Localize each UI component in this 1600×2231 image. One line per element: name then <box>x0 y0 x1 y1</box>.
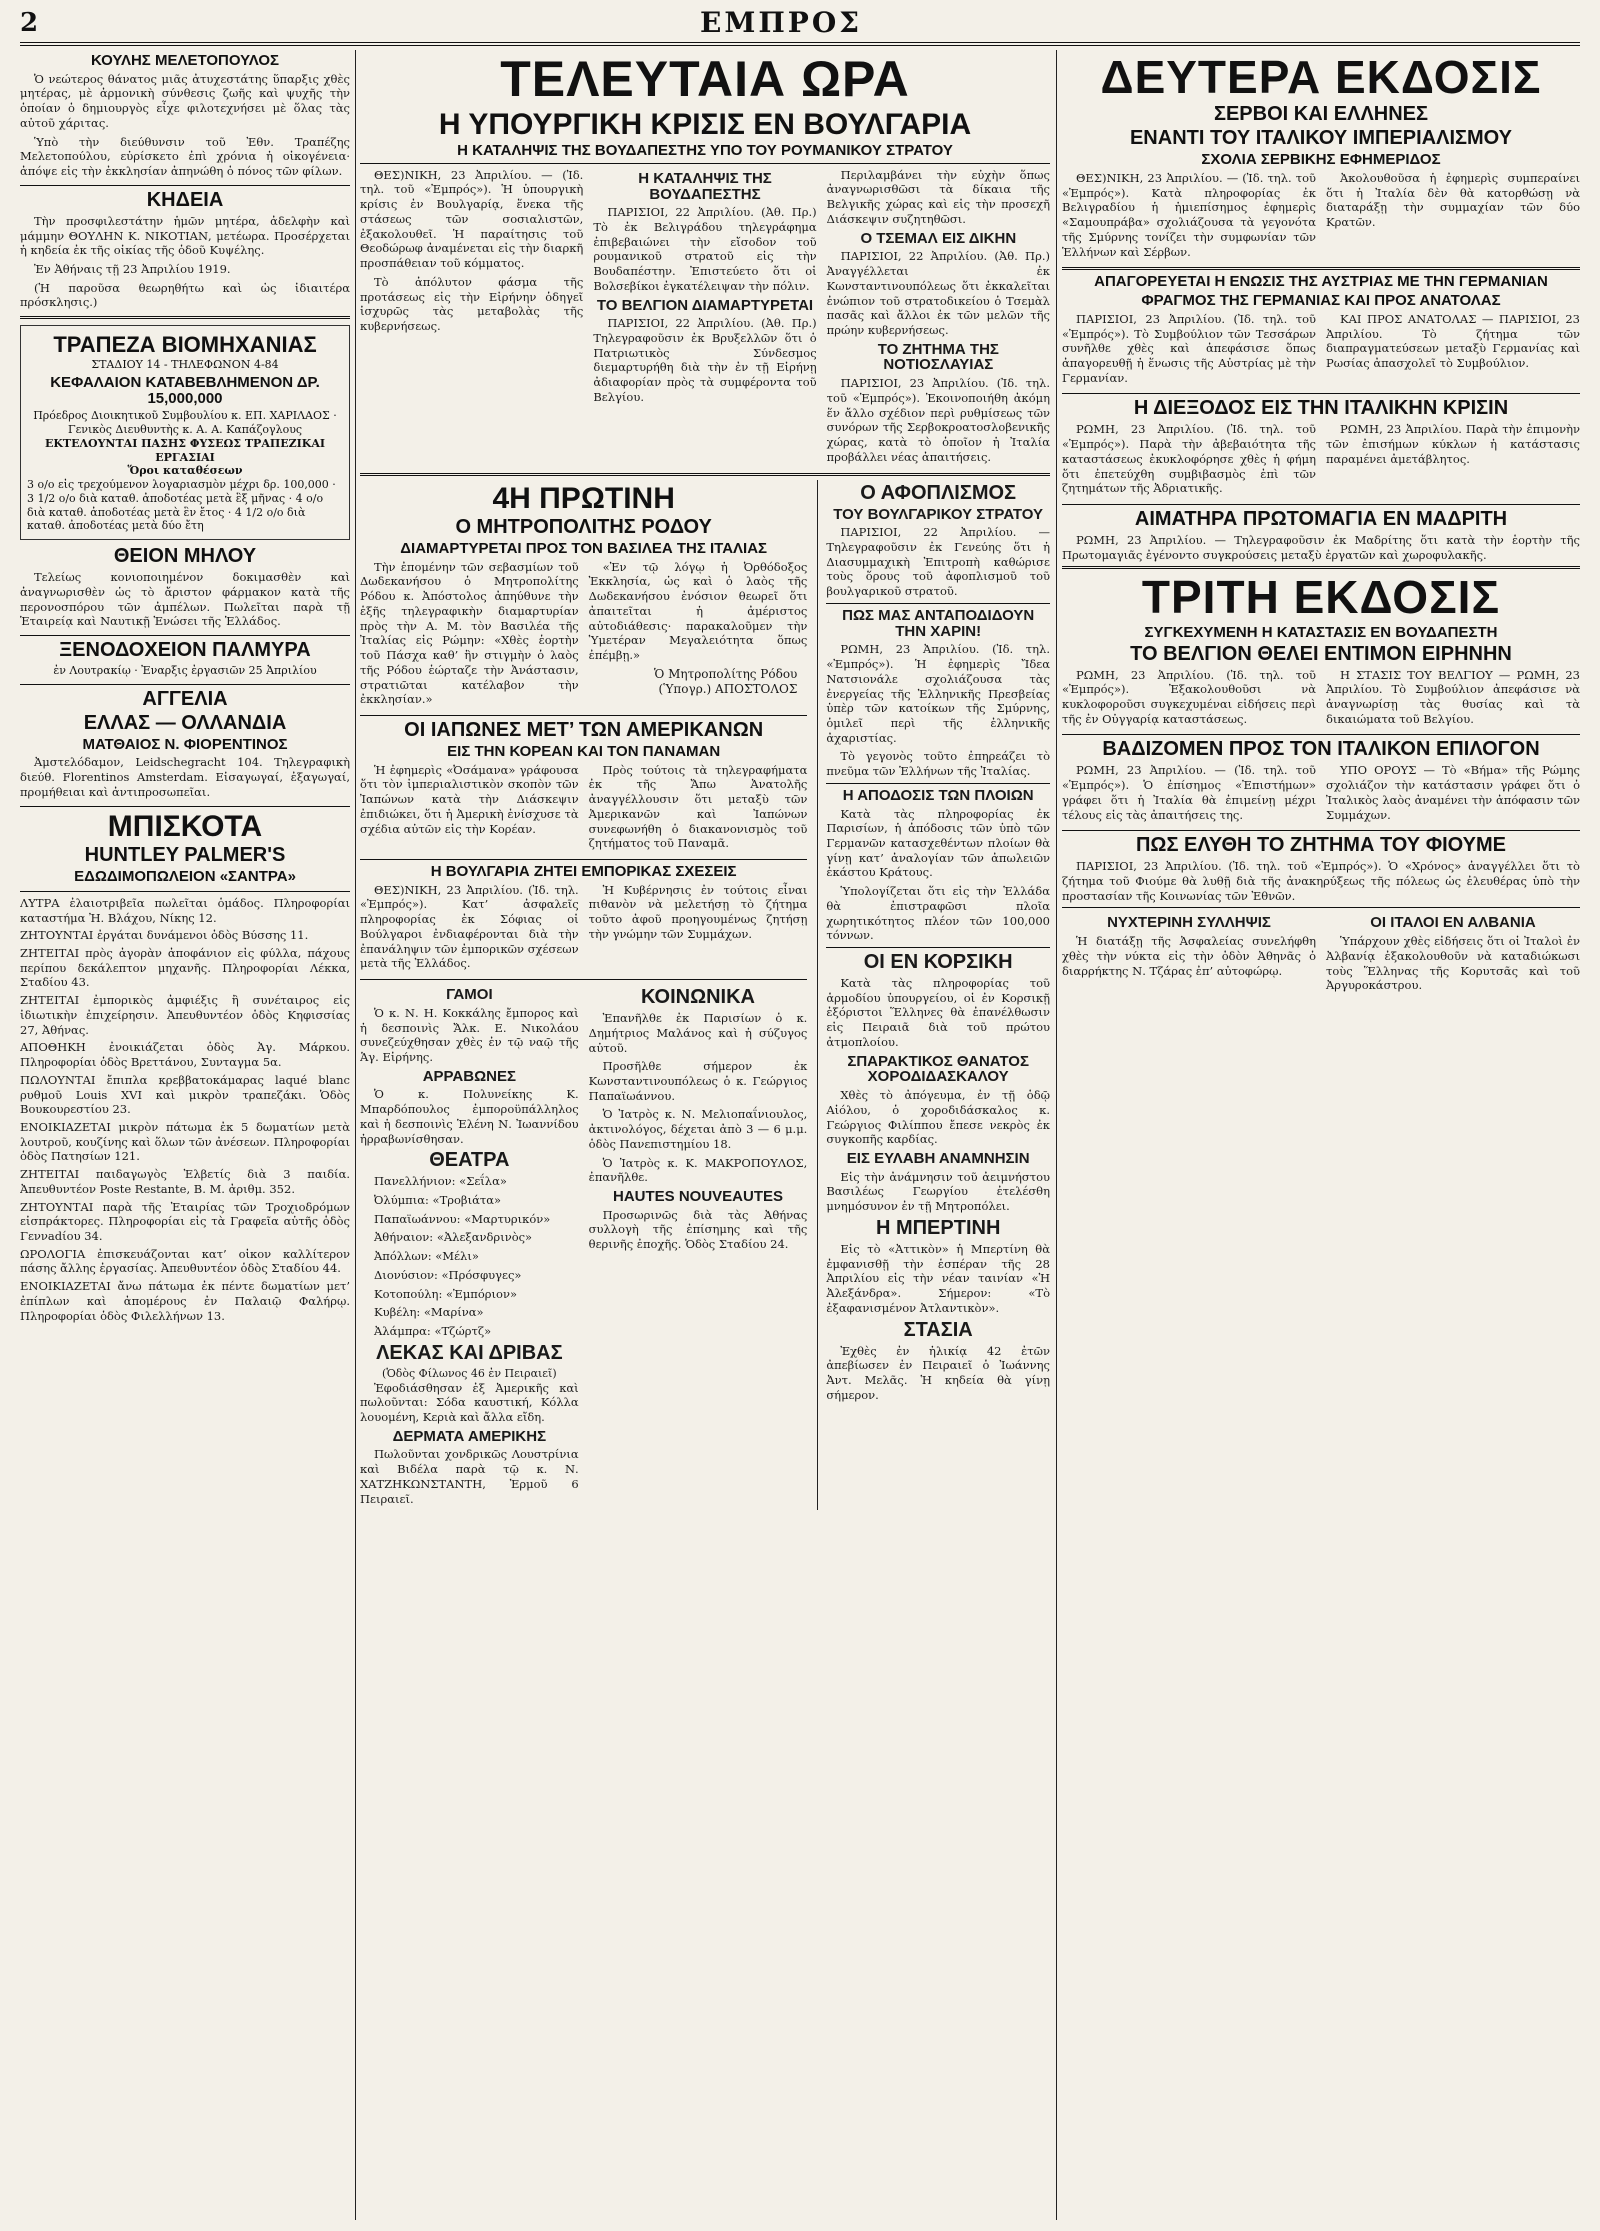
dance-teacher-death-title: ΣΠΑΡΑΚΤΙΚΟΣ ΘΑΝΑΤΟΣ ΧΟΡΟΔΙΔΑΣΚΑΛΟΥ <box>847 1052 1029 1086</box>
theatres-title: ΘΕΑΤΡΑ <box>429 1149 510 1172</box>
column-left <box>20 50 350 2220</box>
trial-title: Ο ΤΣΕΜΑΛ ΕΙΣ ΔΙΚΗΝ <box>860 229 1017 247</box>
bertini-paragraph: Εἰς τὸ «Ἀττικὸν» ἡ Μπερτίνη θὰ ἐμφανισθῇ τὴν ἑσπέραν τῆς 28 Ἀπριλίου εἰς τὴν νέαν ταινίαν «Ἡ Ἀλεξάνδρα». Σήμερον: «Τὸ ἐξαφανισμένον Ἀτλαντικὸν». <box>826 1241 1050 1315</box>
theatre-item: Ἀπόλλων: «Μέλι» <box>374 1249 479 1264</box>
social-item: Ὁ Ἰατρὸς κ. Κ. ΜΑΚΡΟΠΟΥΛΟΣ, ἐπανῆλθε. <box>588 1155 808 1185</box>
lekas-title: ΛΕΚΑΣ ΚΑΙ ΔΡΙΒΑΣ <box>376 1341 563 1364</box>
rhodes-paragraph: Τὴν ἐπομένην τῶν σεβασμίων τοῦ Δωδεκανήσου ὁ Μητροπολίτης Ρόδου κ. Ἀπόστολος ἀπηύθυνε τὴν ἑξῆς τηλεγραφικὴν διαμαρτυρίαν πρὸς τὴν Α. Μ. τὸν Βασιλέα τῆς Ἰταλίας εἰς Ρώμην: «Χθὲς ἑορτὴν τοῦ Πάσχα καθ’ ἣν στιγμὴν ὁ λαὸς τῆς Ρόδου ἑώρταζε τὴν Ἀνάστασιν, στρατιῶται κατέλαβον τὴν ἐκκλησίαν.» <box>360 559 579 707</box>
funeral-paragraph: (Ἡ παροῦσα θεωρηθήτω καὶ ὡς ἰδιαιτέρα πρόσκλησις.) <box>20 280 350 310</box>
funeral-title: ΚΗΔΕΙΑ <box>146 188 224 211</box>
stasia-title: ΣΤΑΣΙΑ <box>903 1318 973 1341</box>
classified-item: ΖΗΤΕΙΤΑΙ πρὸς ἀγορὰν ἀποφάνιον εἰς φύλλα, πάχους περίπου δεκάλεπτον μηχανῆς. Πληροφορίαι Λέκκα, Σταδίου 43. <box>20 946 350 990</box>
yugoslavia-title: ΤΟ ΖΗΤΗΜΑ ΤΗΣ ΝΟΤΙΟΣΛΑΥΙΑΣ <box>877 340 999 374</box>
fiume-paragraph: ΠΑΡΙΣΙΟΙ, 23 Ἀπριλίου. (Ἰδ. τηλ. τοῦ «Ἐμπρός»). Ὁ «Χρόνος» ἀναγγέλλει ὅτι τὸ ζήτημα τοῦ Φιούμε θὰ λυθῇ διὰ τῆς ἀνακηρύξεως τῆς πόλεως ὡς ἐλευθέρας ὑπὸ τὴν προστασίαν τῆς Κοινωνίας τῶν Ἐθνῶν. <box>1062 859 1580 903</box>
column-divider <box>355 50 356 2220</box>
belgium-paragraph: ΡΩΜΗ, 23 Ἀπριλίου. (Ἰδ. τηλ. τοῦ «Ἐμπρός»). Ἐξακολουθοῦσι νὰ κυκλοφοροῦσι συγκεχυμέναι εἰδήσεις περὶ τῆς ἐν Οὐγγαρίᾳ καταστάσεως. <box>1062 667 1316 726</box>
classified-item: ΖΗΤΕΙΤΑΙ παιδαγωγὸς Ἑλβετίς διὰ 3 παιδία. Ἀπευθυντέον Poste Restante, Β. Μ. ἀριθμ. 352. <box>20 1167 350 1196</box>
obituary <box>20 53 350 179</box>
smyrna-paragraph: Τὸ γεγονὸς τοῦτο ἐπηρεάζει τὸ πνεῦμα τῶν Ἑλλήνων τῆς Ἰταλίας. <box>826 749 1050 779</box>
albania-paragraph: Ὑπάρχουν χθὲς εἰδήσεις ὅτι οἱ Ἰταλοὶ ἐν Ἀλβανίᾳ ἐξακολουθοῦν νὰ καταδιώκωσι τοὺς Ἕλληνας τῆς Κορυτσᾶς καὶ τοῦ Ἀργυροκάστρου. <box>1326 934 1580 993</box>
belgium-paragraph: Η ΣΤΑΣΙΣ ΤΟΥ ΒΕΛΓΙΟΥ — ΡΩΜΗ, 23 Ἀπριλίου. Τὸ Συμβούλιον ἀπεφάσισε νὰ ἀναγνωρίσῃ τὰς θυσίας καὶ τὰ δικαιώματα τοῦ Βελγίου. <box>1326 667 1580 726</box>
theatre-item: Ἀθήναιον: «Ἀλεξανδρινὸς» <box>374 1230 533 1245</box>
biscuit-brand: HUNTLEY PALMER'S <box>84 844 286 867</box>
night-arrest-title: ΝΥΧΤΕΡΙΝΗ ΣΥΛΛΗΨΙΣ <box>1107 914 1271 932</box>
serbs-paragraph: ΘΕΣ)ΝΙΚΗ, 23 Ἀπριλίου. — (Ἰδ. τηλ. τοῦ «Ἐμπρός»). Κατὰ πληροφορίας ἐκ Βελιγραδίου ἡ ἡμιεπίσημος ἐφημερὶς «Σαμουπράβα» σχολιάζουσα τὰ γεγονότα τῆς Σμύρνης τονίζει τὴν συμφωνίαν τῶν Ἑλλήνων καὶ Σέρβων. <box>1062 171 1316 259</box>
middle-section <box>360 480 1050 1511</box>
fashion-text: Προσωρινῶς διὰ τὰς Ἀθήνας συλλογὴ τῆς ἐπίσημης καὶ τῆς θερινῆς ἐποχῆς. Ὁδὸς Σταδίου 24. <box>588 1207 808 1252</box>
sulphur-title: ΘΕΙΟΝ ΜΗΛΟΥ <box>113 545 257 568</box>
trade-name: ΜΑΤΘΑΙΟΣ Ν. ΦΙΟΡΕΝΤΙΝΟΣ <box>82 735 288 753</box>
bank-ad <box>20 325 350 540</box>
banner-third-edition: ΤΡΙΤΗ ΕΚΔΟΣΙΣ <box>1141 571 1501 624</box>
bank-note: ΕΚΤΕΛΟΥΝΤΑΙ ΠΑΣΗΣ ΦΥΣΕΩΣ ΤΡΑΠΕΖΙΚΑΙ ΕΡΓΑΣΙΑΙ <box>44 436 326 464</box>
weddings-title: ΓΑΜΟΙ <box>446 986 493 1004</box>
funeral-notice <box>20 190 350 310</box>
bulgaria-paragraph: Ἡ Κυβέρνησις ἐν τούτοις εἶναι πιθανὸν νὰ μελετήσῃ τὸ ζήτημα τοῦτο ἀφοῦ προηγουμένως ζητήσῃ τὴν γνώμην τῶν Συμμάχων. <box>588 882 808 941</box>
classified-item: ΖΗΤΟΥΝΤΑΙ παρὰ τῆς Ἑταιρίας τῶν Τροχιοδρόμων εἰσπράκτορες. Πληροφορίαι εἰς τὰ Γραφεῖα αὐτῆς ὁδὸς Γεννadίου 34. <box>20 1199 350 1243</box>
stasia-paragraph: Ἐχθὲς ἐν ἡλικίᾳ 42 ἐτῶν ἀπεβίωσεν ἐν Πειραιεῖ ὁ Ἰωάννης Ἀντ. Μελᾶς. Ἡ κηδεία θὰ γίνῃ σήμερον. <box>826 1343 1050 1402</box>
theatre-item: Διονύσιον: «Πρόσφυγες» <box>374 1267 522 1282</box>
corsica-paragraph: Κατὰ τὰς πληροφορίας τοῦ ἁρμοδίου ὑπουργείου, οἱ ἐν Κορσικῇ ἐξόριστοι Ἕλληνες θὰ ἐπανέλθωσιν εἰς Πειραιᾶ διὰ τοῦ πρώτου ἀτμοπλοίου. <box>826 976 1050 1049</box>
theatre-item: Ἀλάμπρα: «Τζώρτζ» <box>374 1324 492 1339</box>
classified-item: ΕΝΟΙΚΙΑΖΕΤΑΙ μικρὸν πάτωμα ἐκ 5 δωματίων μετὰ λουτροῦ, κουζίνης καὶ ὅλων τῶν ἀνέσεων. Πληροφορίαι ὁδὸς Πατησίων 121. <box>20 1119 350 1164</box>
italy-crisis-title: Η ΔΙΕΞΟΔΟΣ ΕΙΣ ΤΗΝ ΙΤΑΛΙΚΗΝ ΚΡΙΣΙΝ <box>1133 397 1509 420</box>
austria-paragraph: ΠΑΡΙΣΙΟΙ, 23 Ἀπριλίου. (Ἰδ. τηλ. τοῦ «Ἐμπρός»). Τὸ Συμβούλιον τῶν Τεσσάρων συνῆλθε χθὲς καὶ ἀπεφάσισε ὅπως ἀπαγορευθῇ ἡ ἕνωσις τῆς Αὐστρίας μὲ τὴν Γερμανίαν. <box>1062 311 1316 385</box>
weddings-text: Ὁ κ. Ν. Η. Κοκκάλης ἔμπορος καὶ ἡ δεσποινὶς Ἄλκ. Ε. Νικολάου συνεζεύχθησαν χθὲς ἐν τῷ ναῷ τῆς Ἁγ. Εἰρήνης. <box>360 1005 579 1064</box>
japan-paragraph: Πρὸς τούτοις τὰ τηλεγραφήματα ἐκ τῆς Ἄπω Ἀνατολῆς ἀναγγέλλουσιν ὅτι μεταξὺ τῶν Ἀμερικανῶν καὶ Ἰαπώνων συνεφωνήθη ὁ διακανονισμὸς τοῦ ζητήματος τοῦ Παναμᾶ. <box>588 762 808 851</box>
banner-second-edition: ΔΕΥΤΕΡΑ ΕΚΔΟΣΙΣ <box>1100 51 1542 103</box>
theatre-item: Παπαϊωάννου: «Μαρτυρικόν» <box>374 1211 551 1226</box>
ships-paragraph: Ὑπολογίζεται ὅτι εἰς τὴν Ἑλλάδα θὰ ἐπιστραφῶσι πλοῖα χωρητικότητος πλέον τῶν 100,000 τόννων. <box>826 884 1050 943</box>
fiume-title: ΠΩΣ ΕΛΥΘΗ ΤΟ ΖΗΤΗΜΑ ΤΟΥ ΦΙΟΥΜΕ <box>1135 834 1507 857</box>
engagements-text: Ὁ κ. Πολυνείκης Κ. Μπαρδόπουλος ἐμποροϋπάλληλος καὶ ἡ δεσποινὶς Ἑλένη Ν. Ἰωαννίδου ἠρραβωνίσθησαν. <box>360 1087 579 1146</box>
obituary-paragraph: Ὑπὸ τὴν διεύθυνσιν τοῦ Ἐθν. Τραπέζης Μελετοπούλου, εὐρίσκετο ἐπὶ χρόνια ἡ οἰκογένεια· ἀπόψε εἰς τὴν ἐκκλησίαν ἀπηνώθη ὁ πόνος τῶν φίλων. <box>20 134 350 179</box>
memorial-paragraph: Εἰς τὴν ἀνάμνησιν τοῦ ἀειμνήστου Βασιλέως Γεωργίου ἐτελέσθη μνημόσυνον ἐν τῇ Μητροπόλει. <box>826 1169 1050 1214</box>
theatre-item: Ὀλύμπια: «Τροβιάτα» <box>374 1193 502 1208</box>
trade-text: Ἀμστελόδαμον, Leidschegracht 104. Τηλεγραφικὴ διεύθ. Florentinos Amsterdam. Εἰσαγωγαί, ἐξαγωγαί, προμήθειαι καὶ ἀντιπροσωπεῖαι. <box>20 755 350 799</box>
trade-title: ΑΓΓΕΛΙΑ <box>142 687 228 710</box>
biscuit-ad <box>20 811 350 885</box>
trade-ad <box>20 689 350 800</box>
lekas-address: (Ὁδὸς Φίλωνος 46 ἐν Πειραιεῖ) <box>382 1366 557 1380</box>
leather-text: Πωλοῦνται χονδρικῶς Λουστρίνια καὶ Βιδέλα παρὰ τῷ κ. Ν. ΧΑΤΖΗΚΩΝΣΤΑΝΤΗ, Ἑρμοῦ 6 Πειραιεῖ. <box>360 1447 579 1506</box>
engagements-title: ΑΡΡΑΒΩΝΕΣ <box>422 1067 516 1085</box>
belgium-paragraph: ΠΑΡΙΣΙΟΙ, 22 Ἀπριλίου. (Ἀθ. Πρ.) Τηλεγραφοῦσιν ἐκ Βρυξελλῶν ὅτι ὁ Πατριωτικὸς Σύνδεσμος διεμαρτυρήθη διὰ τὴν ἐν τῇ Εἰρήνῃ ἀδιαφορίαν πρὸς τὰ συμφέροντα τοῦ Βελγίου. <box>593 316 817 404</box>
top-stories <box>360 168 1050 469</box>
epilogue-title: ΒΑΔΙΖΟΜΕΝ ΠΡΟΣ ΤΟΝ ΙΤΑΛΙΚΟΝ ΕΠΙΛΟΓΟΝ <box>1102 738 1540 761</box>
budapest-confusion-title: ΣΥΓΚΕΧΥΜΕΝΗ Η ΚΑΤΑΣΤΑΣΙΣ ΕΝ ΒΟΥΔΑΠΕΣΤΗ <box>1144 623 1498 641</box>
austria-subtitle: ΦΡΑΓΜΟΣ ΤΗΣ ΓΕΡΜΑΝΙΑΣ ΚΑΙ ΠΡΟΣ ΑΝΑΤΟΛΑΣ <box>1141 292 1501 310</box>
classified-item: ΖΗΤΟΥΝΤΑΙ ἐργάται δυνάμενοι ὁδὸς Βύσσης 11. <box>20 928 309 943</box>
theatre-item: Πανελλήνιον: «Σεΐλα» <box>374 1174 507 1189</box>
theatre-item: Κυβέλη: «Μαρίνα» <box>374 1305 484 1320</box>
biscuit-title: ΜΠΙΣΚΟΤΑ <box>107 809 263 843</box>
japan-paragraph: Ἡ ἐφημερὶς «Ὀσάμανα» γράφουσα ὅτι τὸν ἰμπεριαλιστικὸν σκοπὸν τῶν Ἰαπώνων κατὰ τὴν Διάσκεψιν ἐπιδιώκει, ὅτι ἡ Ἀμερικὴ ἐνίσχυσε τὰ σχέδια αὐτῶν εἰς τὴν Κορέαν. <box>360 762 579 836</box>
headline-crisis: Η ΥΠΟΥΡΓΙΚΗ ΚΡΙΣΙΣ ΕΝ ΒΟΥΛΓΑΡΙΑ <box>438 107 972 141</box>
madrid-paragraph: ΡΩΜΗ, 23 Ἀπριλίου. — Τηλεγραφοῦσιν ἐκ Μαδρίτης ὅτι κατὰ τὴν ἑορτὴν τῆς Πρωτομαγιᾶς ἐγένοντο συγκρούσεις μεταξὺ ἐργατῶν καὶ χωροφυλακῆς. <box>1062 533 1580 562</box>
middle-paragraph: Περιλαμβάνει τὴν εὐχὴν ὅπως ἀναγνωρισθῶσι τὰ δίκαια τῆς Βελγικῆς χώρας καὶ εἰς τὴν προσεχῆ Διάσκεψιν συζητηθῶσι. <box>826 167 1050 226</box>
social-title: ΚΟΙΝΩΝΙΚΑ <box>641 986 756 1009</box>
rhodes-title: Ο ΜΗΤΡΟΠΟΛΙΤΗΣ ΡΟΔΟΥ <box>455 516 712 538</box>
banner-morning: 4Η ΠΡΩΤΙΝΗ <box>492 481 675 515</box>
bank-officers: Πρόεδρος Διοικητικοῦ Συμβουλίου κ. ΕΠ. ΧΑΡΙΛΑΟΣ · Γενικὸς Διευθυντὴς κ. Α. Α. Καπάζογλους <box>33 409 337 437</box>
social-item: Ὁ Ἰατρὸς κ. Ν. Μελιοπαΐνιουλος, ἀκτινολόγος, δέχεται ἀπὸ 3 — 6 μ.μ. ὁδὸς Πανεπιστημίου 18. <box>588 1107 808 1151</box>
fashion-title: HAUTES NOUVEAUTES <box>612 1187 784 1205</box>
classified-item: ΠΩΛΟΥΝΤΑΙ ἔπιπλα κρεββατοκάμαρας laqué blanc ρυθμοῦ Louis XVI καὶ μικρὸν τραπεζάκι. Ὁδὸς Βουκουρεστίου 23. <box>20 1072 350 1117</box>
leather-title: ΔΕΡΜΑΤΑ ΑΜΕΡΙΚΗΣ <box>392 1427 547 1445</box>
serbs-paragraph: Ἀκολουθοῦσα ἡ ἐφημερὶς συμπεραίνει ὅτι ἡ Ἰταλία δὲν θὰ κατορθώσῃ νὰ διαταράξῃ τὴν συμμαχίαν τῶν δύο Κρατῶν. <box>1326 171 1580 230</box>
belgium-peace-title: ΤΟ ΒΕΛΓΙΟΝ ΘΕΛΕΙ ΕΝΤΙΜΟΝ ΕΙΡΗΝΗΝ <box>1130 642 1512 665</box>
corsica-title: ΟΙ ΕΝ ΚΟΡΣΙΚΗ <box>863 951 1013 974</box>
classified-item: ΛΥΤΡΑ ἐλαιοτριβεῖα πωλεῖται ὁμάδος. Πληροφορίαι καταστήμα Ἠ. Βλάχου, Νίκης 12. <box>20 895 350 925</box>
column-center <box>360 50 1050 2220</box>
disarmament-title: Ο ΑΦΟΠΛΙΣΜΟΣ <box>860 481 1017 504</box>
bank-title: ΤΡΑΠΕΖΑ ΒΙΟΜΗΧΑΝΙΑΣ <box>53 332 317 358</box>
funeral-paragraph: Ἐν Ἀθήναις τῇ 23 Ἀπριλίου 1919. <box>34 261 231 276</box>
hotel-ad <box>20 640 350 678</box>
masthead <box>20 6 1580 46</box>
hotel-text: ἐν Λουτρακίῳ · Ἐναρξις ἐργασιῶν 25 Ἀπριλίου <box>53 663 317 677</box>
page-number: 2 <box>20 8 39 38</box>
lekas-text: Ἐφοδιάσθησαν ἐξ Ἀμερικῆς καὶ πωλοῦνται: Σόδα καυστική, Κόλλα λουομένη, Κεριὰ καὶ ἄλλα εἴδη. <box>360 1380 579 1424</box>
trial-paragraph: ΠΑΡΙΣΙΟΙ, 22 Ἀπριλίου. (Ἀθ. Πρ.) Ἀναγγέλλεται ἐκ Κωνσταντινουπόλεως ὅτι ἐκκαλεῖται ἐνώπιον τοῦ στρατοδικείου ὁ Τσεμὰλ πασᾶς καὶ ἄλλοι ἐκ τῶν μελῶν τῆς πρώην κυβερνήσεως. <box>826 249 1050 337</box>
column-right <box>1062 50 1580 2220</box>
social-item: Ἐπανῆλθε ἐκ Παρισίων ὁ κ. Δημήτριος Μαλάνος καὶ ἡ σύζυγος αὐτοῦ. <box>588 1011 808 1055</box>
rhodes-subtitle: ΔΙΑΜΑΡΤΥΡΕΤΑΙ ΠΡΟΣ ΤΟΝ ΒΑΣΙΛΕΑ ΤΗΣ ΙΤΑΛΙΑΣ <box>400 540 768 557</box>
budapest-paragraph: ΠΑΡΙΣΙΟΙ, 22 Ἀπριλίου. (Ἀθ. Πρ.) Τὸ ἐκ Βελιγράδου τηλεγράφημα ἐπιβεβαιώνει τὴν εἴσοδον τοῦ ρουμανικοῦ στρατοῦ εἰς τὴν Βουδαπέστην. Ἐπιστεύετο ὅτι οἱ Βολσεβίκοι ἐγκατέλειψαν τὴν πόλιν. <box>593 205 817 293</box>
yugoslavia-paragraph: ΠΑΡΙΣΙΟΙ, 23 Ἀπριλίου. (Ἰδ. τηλ. τοῦ «Ἐμπρός»). Ἐκοινοποιήθη ἀκόμη ἕν ἄλλο σχέδιον περὶ ρυθμίσεως τῶν συνόρων τῆς Σερβοκροατοσλοβενικῆς χώρας, κατὰ τὸ ὁποῖον ἡ Ἰταλία προβάλλει νέας ἀπαιτήσεις. <box>826 376 1050 464</box>
ships-title: Η ΑΠΟΔΟΣΙΣ ΤΩΝ ΠΛΟΙΩΝ <box>842 786 1034 804</box>
smyrna-paragraph: ΡΩΜΗ, 23 Ἀπριλίου. (Ἰδ. τηλ. «Ἐμπρός»). Ἡ ἐφημερὶς Ἴδεα Νατσιονάλε σχολιάζουσα τὰς ἐνεργείας τῆς Ἑλληνικῆς Πρεσβείας ὑπὲρ τῶν κατοίκων τῆς Σμύρνης, ὁμιλεῖ περὶ τῆς ἐλληνικῆς ἀχαριστίας. <box>826 642 1050 745</box>
classified-item: ΖΗΤΕΙΤΑΙ ἐμπορικὸς ἀμφιέξις ἢ συνέταιρος εἰς ἰδιωτικὴν ἐπιχείρησιν. Ἀπευθυντέον ὁδὸς Κηφισσίας 27, Ἀθήνας. <box>20 993 350 1037</box>
austria-title: ΑΠΑΓΟΡΕΥΕΤΑΙ Η ΕΝΩΣΙΣ ΤΗΣ ΑΥΣΤΡΙΑΣ ΜΕ ΤΗΝ ΓΕΡΜΑΝΙΑΝ <box>1094 273 1548 291</box>
bank-address: ΣΤΑΔΙΟΥ 14 - ΤΗΛΕΦΩΝΟΝ 4-84 <box>91 358 279 372</box>
classified-item: ΩΡΟΛΟΓΙΑ ἐπισκευάζονται κατ’ οἰκον καλλίτερον πάσης ἄλλης ἐργασίας. Ἀπευθυντέον ὁδὸς Σταδίου 44. <box>20 1246 350 1276</box>
biscuit-shop: ΕΔΩΔΙΜΟΠΩΛΕΙΟΝ «ΣΑΝΤΡΑ» <box>74 868 296 886</box>
albania-title: ΟΙ ΙΤΑΛΟΙ ΕΝ ΑΛΒΑΝΙΑ <box>1370 914 1536 932</box>
paper-name: ΕΜΠΡΟΣ <box>700 6 863 39</box>
sulphur-ad <box>20 546 350 629</box>
obituary-paragraph: Ὁ νεώτερος θάνατος μιᾶς ἀτυχεστάτης ὕπαρξις χθὲς μητέρας, μὲ ἀρμονικὴ σύνθεσις ζωῆς καὶ ψυχῆς τὴν ὁποίαν ὁ δημιουργὸς εἶχε φιλοτεχνήσει μὲ ὅλας τὰς αὐτοῦ χάριτας. <box>20 71 350 130</box>
budapest-title: Η ΚΑΤΑΛΗΨΙΣ ΤΗΣ ΒΟΥΔΑΠΕΣΤΗΣ <box>638 169 772 203</box>
classifieds <box>20 896 350 1323</box>
italy-paragraph: ΡΩΜΗ, 23 Ἀπριλίου. (Ἰδ. τηλ. τοῦ «Ἐμπρός»). Παρὰ τὴν ἀβεβαιότητα τῆς καταστάσεως ἐκυκλοφόρησε χθὲς ἡ φήμη ὅτι ἐπετεύχθη συμβιβασμὸς ἐπὶ τῶν ζητημάτων τῆς Ἀδριατικῆς. <box>1062 422 1316 496</box>
bank-terms: 3 ο/ο εἰς τρεχούμενον λογαριασμὸν μέχρι δρ. 100,000 · 3 1/2 ο/ο διὰ καταθ. ἀποδοτέας μετὰ ἓξ μῆνας · 4 ο/ο διὰ καταθ. ἀποδοτέας μετὰ ἓν ἔτος · 4 1/2 ο/ο διὰ καταθ. ἀποδοτέας μετὰ δύο ἔτη <box>27 478 336 533</box>
bulgaria-paragraph: ΘΕΣ)ΝΙΚΗ, 23 Ἀπριλίου. (Ἰδ. τηλ. «Ἐμπρός»). Κατ’ ἀσφαλεῖς πληροφορίας ἐκ Σόφιας οἱ Βούλγαροι ἐνδιαφέρονται διὰ τὴν ἐπανάληψιν τῶν ἐμπορικῶν σχέσεων μετὰ τῆς Ἑλλάδος. <box>360 882 579 971</box>
austria-paragraph: ΚΑΙ ΠΡΟΣ ΑΝΑΤΟΛΑΣ — ΠΑΡΙΣΙΟΙ, 23 Ἀπριλίου. Τὸ ζήτημα τῶν διαπραγματεύσεων μεταξὺ Γερμανίας καὶ Ρωσίας ἀπασχολεῖ τὸ Συμβούλιον. <box>1326 311 1580 371</box>
smyrna-title: ΠΩΣ ΜΑΣ ΑΝΤΑΠΟΔΙΔΟΥΝ ΤΗΝ ΧΑΡΙΝ! <box>842 606 1035 640</box>
subhead-budapest: Η ΚΑΤΑΛΗΨΙΣ ΤΗΣ ΒΟΥΔΑΠΕΣΤΗΣ ΥΠΟ ΤΟΥ ΡΟΥΜΑΝΙΚΟΥ ΣΤΡΑΤΟΥ <box>457 142 953 159</box>
classified-item: ΕΝΟΙΚΙΑΖΕΤΑΙ ἄνω πάτωμα ἐκ πέντε δωματίων μετ’ ἐπίπλων καὶ ἀπομέρους ἐν Παλαιῷ Φαλήρῳ. Πληροφορίαι ὁδὸς Φιλελλήνων 13. <box>20 1279 350 1323</box>
night-arrest-paragraph: Ἡ διατάξῃ τῆς Ἀσφαλείας συνελήφθη χθὲς τὴν νύκτα εἰς τὴν ὁδὸν Ἀθηνᾶς ὁ διαρρήκτης Ν. Τζάρας ἐπ’ αὐτοφώρῳ. <box>1062 934 1316 978</box>
funeral-paragraph: Τὴν προσφιλεστάτην ἡμῶν μητέρα, ἀδελφὴν καὶ μάμμην ΘΟΥΛΗΝ Κ. ΝΙΚΟΤΙΑΝ, μετέωρα. Προσέρχεται ἡ κηδεία ἐκ τῆς οἰκίας τῆς ὁδοῦ Κυψέλης. <box>20 213 350 258</box>
bertini-title: Η ΜΠΕΡΤΙΝΗ <box>875 1216 1001 1239</box>
bank-terms-title: Ὅροι καταθέσεων <box>127 464 243 478</box>
disarmament-paragraph: ΠΑΡΙΣΙΟΙ, 22 Ἀπριλίου. — Τηλεγραφοῦσιν ἐκ Γενεύης ὅτι ἡ Διασυμμαχικὴ Ἐπιτροπὴ καθώρισε τοὺς ὅρους τοῦ ἀφοπλισμοῦ τοῦ βουλγαρικοῦ στρατοῦ. <box>826 525 1050 599</box>
banner-last-hour: ΤΕΛΕΥΤΑΙΑ ΩΡΑ <box>500 51 910 107</box>
japan-title: ΟΙ ΙΑΠΩΝΕΣ ΜΕΤ’ ΤΩΝ ΑΜΕΡΙΚΑΝΩΝ <box>404 718 764 741</box>
bank-capital: ΚΕΦΑΛΑΙΟΝ ΚΑΤΑΒΕΒΛΗΜΕΝΟΝ ΔΡ. 15,000,000 <box>50 373 320 407</box>
ships-paragraph: Κατὰ τὰς πληροφορίας ἐκ Παρισίων, ἡ ἀπόδοσις τῶν ὑπὸ τῶν Γερμανῶν κατασχεθέντων πλοίων θὰ γίνῃ κατ’ ἀναλογίαν τῶν ἀπωλειῶν ἑκάστου Κράτους. <box>826 806 1050 880</box>
theatre-item: Κοτοπούλη: «Ἐμπόριον» <box>374 1286 518 1301</box>
serbs-subtitle: ΕΝΑΝΤΙ ΤΟΥ ΙΤΑΛΙΚΟΥ ΙΜΠΕΡΙΑΛΙΣΜΟΥ <box>1129 127 1513 150</box>
serbs-title: ΣΕΡΒΟΙ ΚΑΙ ΕΛΛΗΝΕΣ <box>1213 103 1429 126</box>
epilogue-paragraph: ΡΩΜΗ, 23 Ἀπριλίου. — (Ἰδ. τηλ. τοῦ «Ἐμπρός»). Ὁ ἐπίσημος «Ἐπιστήμων» γράφει ὅτι ἡ Ἰταλία θὰ ἐπιμείνῃ μέχρι τέλους εἰς τὰς ἀπαιτήσεις της. <box>1062 763 1316 822</box>
crisis-paragraph: ΘΕΣ)ΝΙΚΗ, 23 Ἀπριλίου. — (Ἰδ. τηλ. τοῦ «Ἐμπρός»). Ἡ ὑπουργικὴ κρίσις ἐν Βουλγαρίᾳ, ἕνεκα τῆς στάσεως τῶν σοσιαλιστῶν, ἐξακολουθεῖ. Ἡ παραίτησις τοῦ Θεοδώρωφ ἀναμένεται εἰς τὴν διαρκῆ προσπάθειαν τοῦ κόμματος. <box>360 167 584 271</box>
belgium-title: ΤΟ ΒΕΛΓΙΟΝ ΔΙΑΜΑΡΤΥΡΕΤΑΙ <box>596 296 814 314</box>
sulphur-text: Τελείως κονιοποιημένον δοκιμασθὲν καὶ ἀναγνωρισθὲν ὡς τὸ ἄριστον φάρμακον κατὰ τῆς περονοσπόρου τῶν ἀμπέλων. Πωλεῖται παρὰ τῇ Ἑταιρείᾳ καὶ Ναυτικῇ Ἑνώσει τῆς Ἑλλάδος. <box>20 570 350 629</box>
dance-teacher-death-paragraph: Χθὲς τὸ ἀπόγευμα, ἐν τῇ ὁδῷ Αἰόλου, ὁ χοροδιδάσκαλος κ. Γεώργιος Φιλίππου ἔπεσε νεκρὸς ἐκ συγκοπῆς καρδίας. <box>826 1088 1050 1147</box>
obituary-title: ΚΟΥΛΗΣ ΜΕΛΕΤΟΠΟΥΛΟΣ <box>90 52 280 69</box>
italy-paragraph: ΡΩΜΗ, 23 Ἀπριλίου. Παρὰ τὴν ἐπιμονὴν τῶν ἐπισήμων κύκλων ἡ κατάστασις παραμένει ἀμετάβλητος. <box>1326 422 1580 466</box>
classified-item: ΑΠΟΘΗΚΗ ἐνοικιάζεται ὁδὸς Ἀγ. Μάρκου. Πληροφορίαι ὁδὸς Βρεττάνου, Συνταγμα 5α. <box>20 1040 350 1070</box>
memorial-title: ΕΙΣ ΕΥΛΑΒΗ ΑΝΑΜΝΗΣΙΝ <box>846 1150 1030 1167</box>
hotel-title: ΞΕΝΟΔΟΧΕΙΟΝ ΠΑΛΜΥΡΑ <box>59 638 311 661</box>
bulgaria-title: Η ΒΟΥΛΓΑΡΙΑ ΖΗΤΕΙ ΕΜΠΟΡΙΚΑΣ ΣΧΕΣΕΙΣ <box>430 863 737 880</box>
madrid-title: ΑΙΜΑΤΗΡΑ ΠΡΩΤΟΜΑΓΙΑ ΕΝ ΜΑΔΡΙΤΗ <box>1134 508 1508 531</box>
japan-subtitle: ΕΙΣ ΤΗΝ ΚΟΡΕΑΝ ΚΑΙ ΤΟΝ ΠΑΝΑΜΑΝ <box>447 742 721 760</box>
rhodes-paragraph: «Ἐν τῷ λόγῳ ἡ Ὀρθόδοξος Ἐκκλησία, ὡς καὶ ὁ λαὸς τῆς Δωδεκανήσου ἐνόσιον θεωρεῖ ὅτι ἀπαιτεῖται ἡ ἀμέριστος αὐτοδιάθεσις· παρακαλοῦμεν τὴν Ὑμετέραν Μεγαλειότητα ὅπως ἐπέμβῃ.» <box>588 559 808 663</box>
serbs-subtitle-2: ΣΧΟΛΙΑ ΣΕΡΒΙΚΗΣ ΕΦΗΜΕΡΙΔΟΣ <box>1201 151 1441 169</box>
column-divider <box>1056 50 1057 2220</box>
trade-subtitle: ΕΛΛΑΣ — ΟΛΛΑΝΔΙΑ <box>83 711 287 734</box>
crisis-paragraph: Τὸ ἀπόλυτον φάσμα τῆς προτάσεως εἰς τὴν Εἰρήνην ὁδηγεῖ ἰσχυρῶς τὰς μεταβολὰς τῆς κυβερνήσεως. <box>360 274 584 333</box>
epilogue-paragraph: ΥΠΟ ΟΡΟΥΣ — Τὸ «Βήμα» τῆς Ρώμης σχολιάζον τὴν κατάστασιν γράφει ὅτι ὁ Ἰταλικὸς λαὸς ἀναμένει τὴν ἀπόφασιν τῶν Συμμάχων. <box>1326 763 1580 822</box>
social-item: Προσῆλθε σήμερον ἐκ Κωνσταντινουπόλεως ὁ κ. Γεώργιος Παπαϊωάννου. <box>588 1059 808 1103</box>
disarmament-subtitle: ΤΟΥ ΒΟΥΛΓΑΡΙΚΟΥ ΣΤΡΑΤΟΥ <box>833 505 1044 523</box>
rhodes-signature: Ὁ Μητροπολίτης Ρόδου (Ὑπογρ.) ΑΠΟΣΤΟΛΟΣ <box>653 666 798 697</box>
